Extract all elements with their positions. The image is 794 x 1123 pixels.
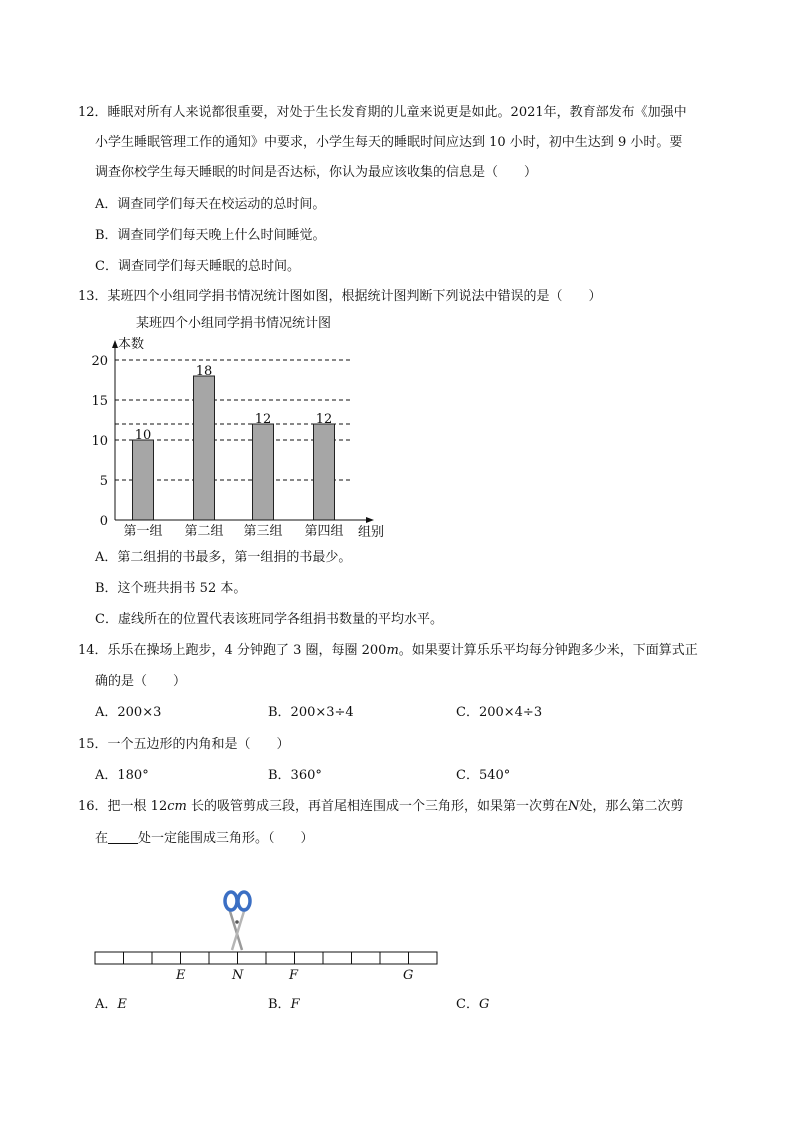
label-f: F: [289, 968, 299, 983]
bar-3: [253, 424, 274, 520]
q12-option-c[interactable]: C．调查同学们每天睡眠的总时间。: [95, 259, 300, 274]
bar-2: [194, 376, 215, 520]
chart-title: 某班四个小组同学捐书情况统计图: [136, 316, 332, 331]
label-n: N: [232, 968, 244, 983]
x-tick-label-2: 第二组: [184, 524, 224, 539]
x-axis-arrow: [366, 517, 374, 523]
q15-option-b[interactable]: B．360°: [268, 768, 322, 783]
y-tick-label-5: 5: [99, 474, 108, 489]
bar-value-label-1: 10: [134, 428, 152, 443]
answer-blank[interactable]: [108, 829, 138, 844]
label-e: E: [176, 968, 186, 983]
straw-figure: [90, 888, 450, 988]
q13-option-b[interactable]: B．这个班共捐书 52 本。: [95, 581, 247, 596]
q12-line-3: 调查你校学生每天睡眠的时间是否达标，你认为最应该收集的信息是（ ）: [95, 165, 538, 180]
q15-option-c[interactable]: C．540°: [456, 768, 511, 783]
q16-option-c[interactable]: C．G: [456, 997, 490, 1012]
chart-xlabel: 组别: [358, 525, 385, 540]
x-tick-label-3: 第三组: [243, 524, 283, 539]
q15-option-a[interactable]: A．180°: [95, 768, 149, 783]
q16-line-1: 16．把一根 12cm 长的吸管剪成三段，再首尾相连围成一个三角形，如果第一次剪在N处，那么第二次剪: [78, 799, 684, 814]
q16-line-2: 在 处一定能围成三角形。（ ）: [95, 831, 314, 846]
bar-4: [314, 424, 335, 520]
y-tick-label-10: 10: [91, 434, 108, 449]
bar-1: [133, 440, 154, 520]
q13-option-c[interactable]: C．虚线所在的位置代表该班同学各组捐书数量的平均水平。: [95, 612, 443, 627]
q15-stem: 15．一个五边形的内角和是（ ）: [78, 737, 290, 752]
q14-line-1: 14．乐乐在操场上跑步，4 分钟跑了 3 圈，每圈 200m。如果要计算乐乐平均每分钟跑多少米，下面算式正: [78, 643, 698, 658]
x-tick-label-1: 第一组: [123, 524, 163, 539]
q16-option-b[interactable]: B．F: [268, 997, 300, 1012]
y-tick-label-15: 15: [91, 394, 108, 409]
q14-option-c[interactable]: C．200×4÷3: [456, 705, 543, 720]
bar-value-label-2: 18: [195, 364, 213, 379]
q13-option-a[interactable]: A．第二组捐的书最多，第一组捐的书最少。: [95, 550, 352, 565]
bar-value-label-4: 12: [315, 412, 333, 427]
q14-option-a[interactable]: A．200×3: [95, 705, 162, 720]
chart-ylabel: 本数: [118, 337, 145, 352]
q12-line-1: 12．睡眠对所有人来说都很重要，对处于生长发育期的儿童来说更是如此。2021年，教育部发布《加强中: [78, 105, 687, 120]
label-g: G: [403, 968, 414, 983]
x-tick-label-4: 第四组: [304, 524, 344, 539]
q12-option-a[interactable]: A．调查同学们每天在校运动的总时间。: [95, 197, 326, 212]
q14-option-b[interactable]: B．200×3÷4: [268, 705, 354, 720]
q16-option-a[interactable]: A．E: [95, 997, 127, 1012]
scissors-icon: [225, 892, 250, 950]
q12-line-2: 小学生睡眠管理工作的通知》中要求，小学生每天的睡眠时间应达到 10 小时，初中生达到 9 小时。要: [95, 135, 683, 150]
bar-value-label-3: 12: [254, 412, 272, 427]
bar-chart: [86, 312, 386, 544]
q13-stem: 13．某班四个小组同学捐书情况统计图如图，根据统计图判断下列说法中错误的是（ ）: [78, 289, 602, 304]
y-tick-label-20: 20: [91, 354, 108, 369]
y-tick-label-0: 0: [99, 514, 108, 529]
q14-line-2: 确的是（ ）: [95, 674, 187, 689]
q12-option-b[interactable]: B．调查同学们每天晚上什么时间睡觉。: [95, 228, 326, 243]
